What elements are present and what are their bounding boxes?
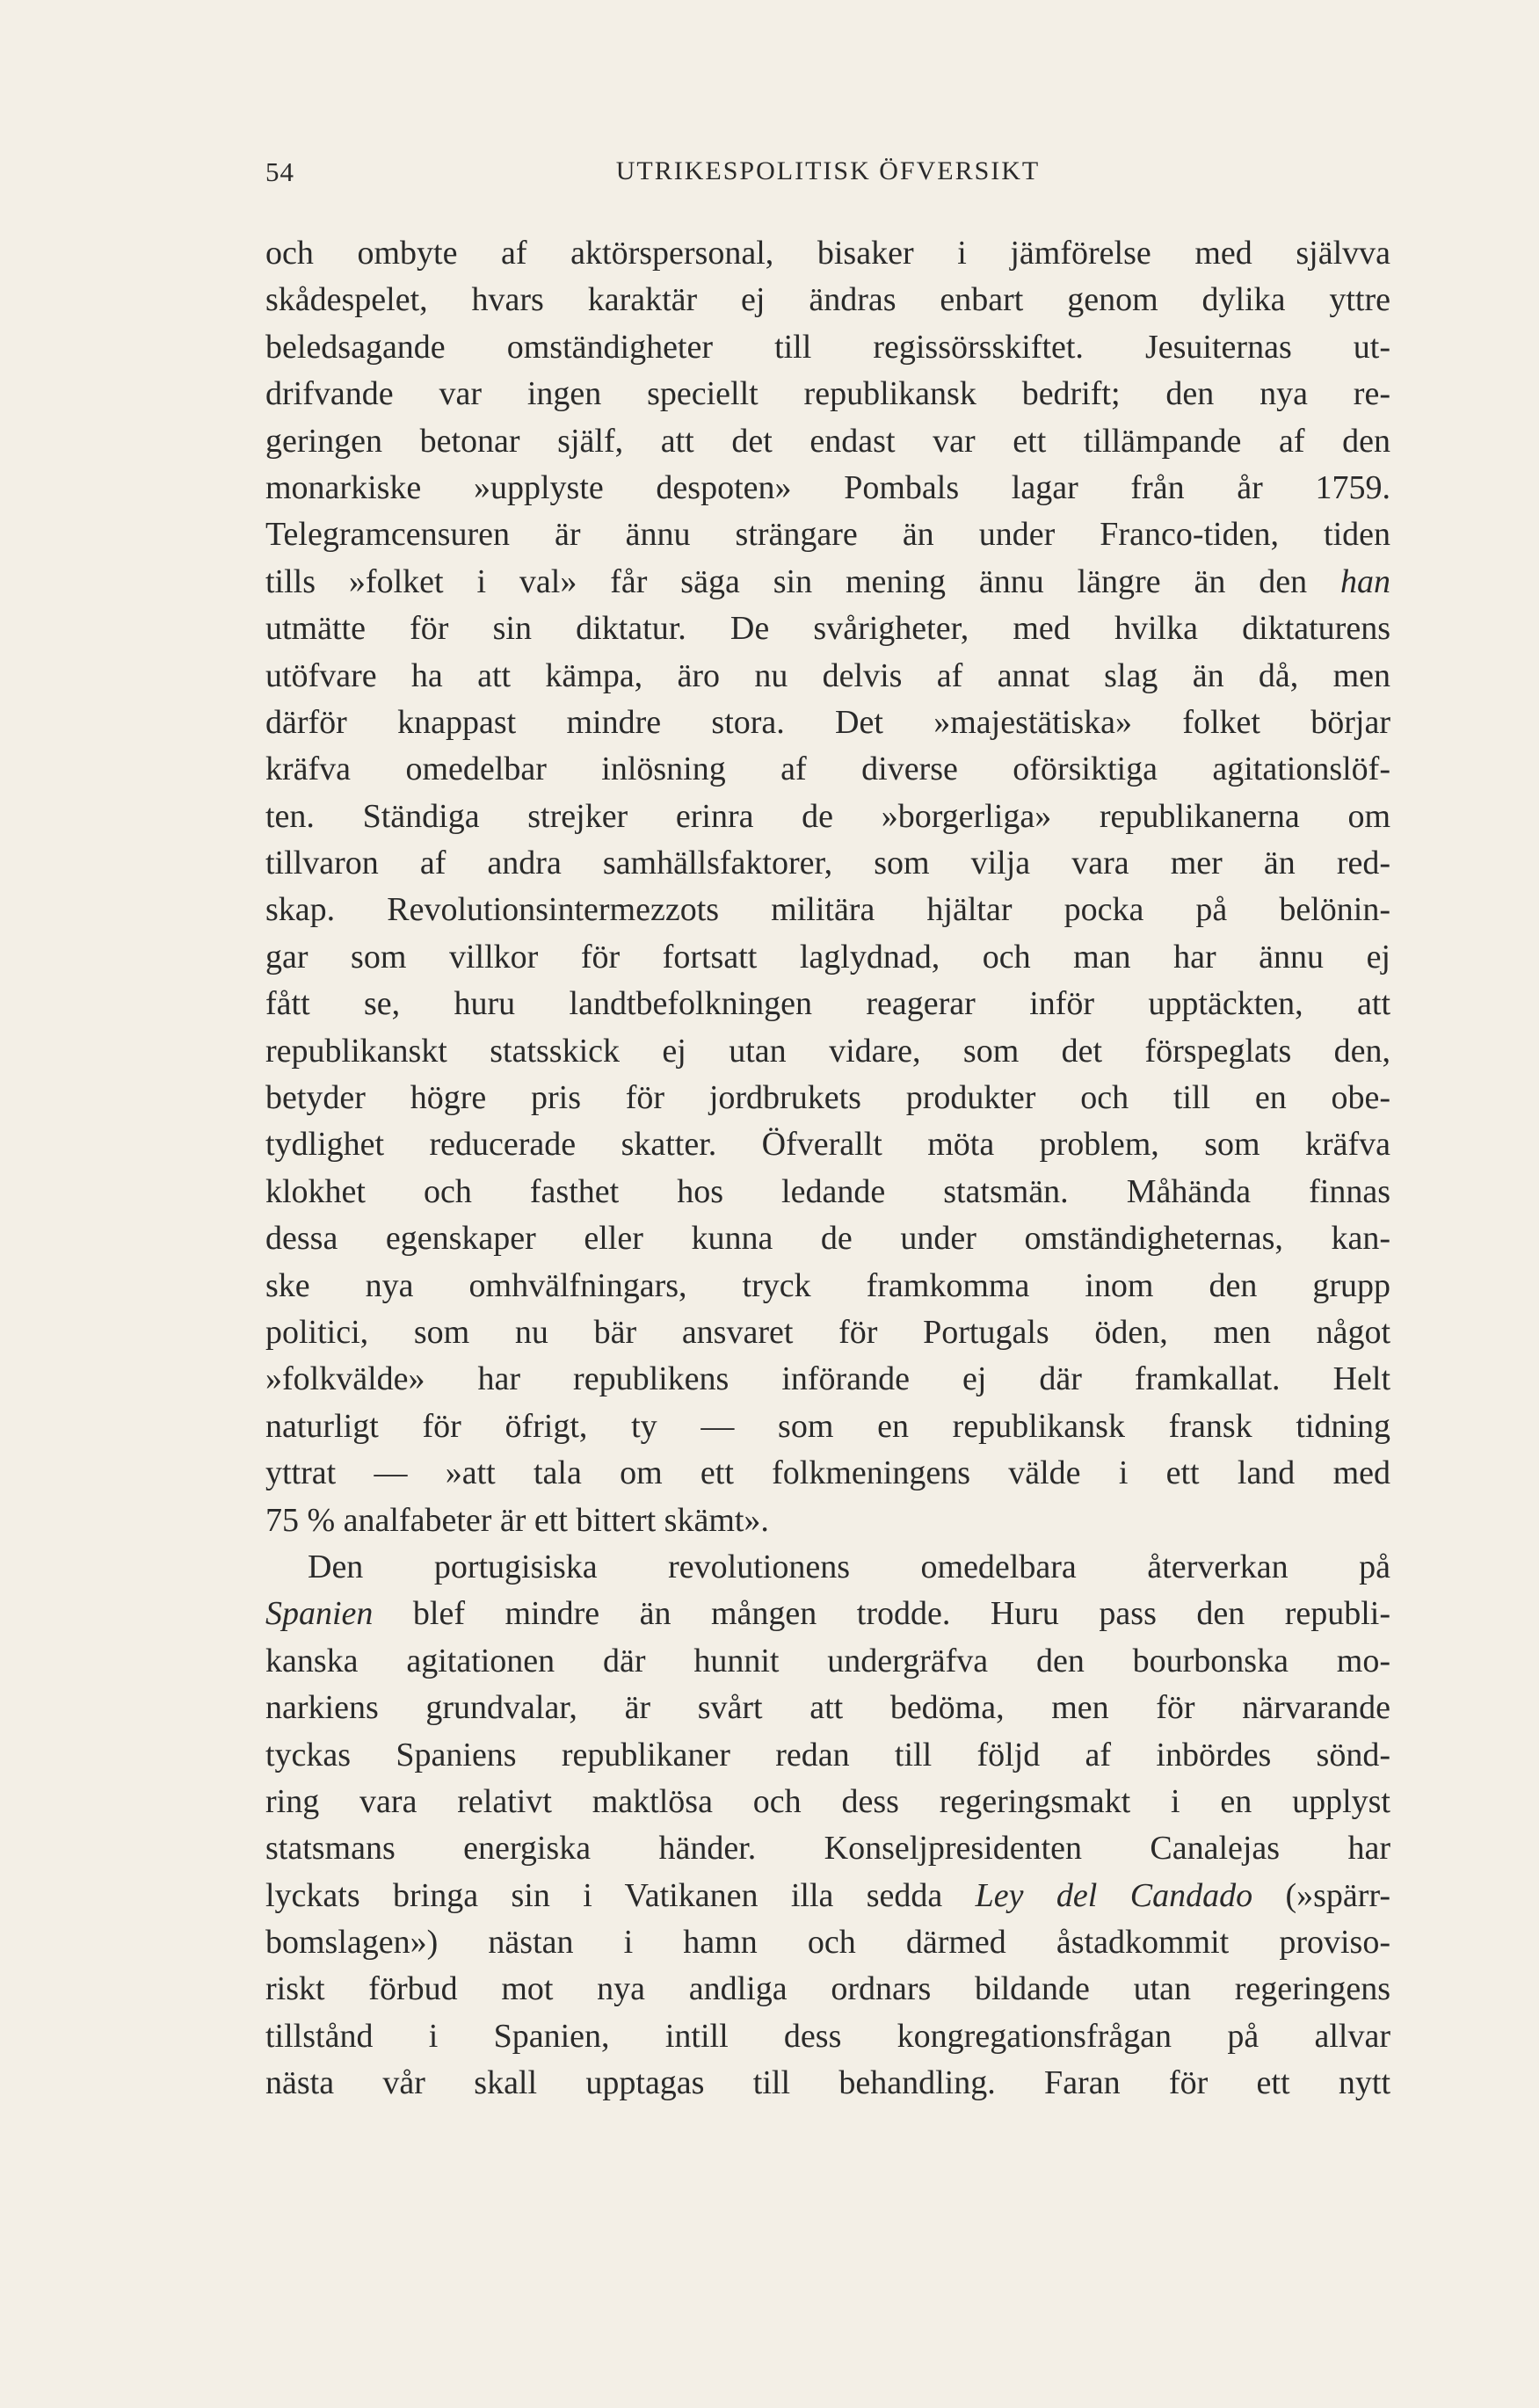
- page-header: [265, 156, 1390, 200]
- text-fragment: (»spärr-: [1252, 1876, 1390, 1914]
- text-line: utmätte för sin diktatur. De svårigheter, med hvilka diktaturens: [265, 610, 1390, 648]
- text-line: betyder högre pris för jordbrukets produkter och till en obe-: [265, 1079, 1390, 1117]
- text-line: ske nya omhvälfningars, tryck framkomma inom den grupp: [265, 1266, 1390, 1304]
- text-line: därför knappast mindre stora. Det »majestätiska» folket börjar: [265, 703, 1390, 741]
- text-line: tillvaron af andra samhällsfaktorer, som vilja vara mer än red-: [265, 845, 1390, 882]
- text-line: statsmans energiska händer. Konseljpresidenten Canalejas har: [265, 1830, 1390, 1868]
- text-line: tyckas Spaniens republikaner redan till följd af inbördes sönd-: [265, 1736, 1390, 1773]
- text-line: utöfvare ha att kämpa, äro nu delvis af annat slag än då, men: [265, 656, 1390, 694]
- text-fragment: blef mindre än mången trodde. Huru pass den republi-: [373, 1595, 1390, 1633]
- text-line: bomslagen») nästan i hamn och därmed åstadkommit proviso-: [265, 1924, 1390, 1962]
- text-line: tillstånd i Spanien, intill dess kongregationsfrågan på allvar: [265, 2017, 1390, 2055]
- text-line: skap. Revolutionsintermezzots militära hjältar pocka på belönin-: [265, 891, 1390, 929]
- text-line: Telegramcensuren är ännu strängare än under Franco-tiden, tiden: [265, 516, 1390, 554]
- text-line: narkiens grundvalar, är svårt att bedöma, men för närvarande: [265, 1689, 1390, 1727]
- text-line: republikanskt statsskick ej utan vidare, som det förspeglats den,: [265, 1032, 1390, 1070]
- italic-word-spanien: Spanien: [265, 1595, 374, 1633]
- italic-ley-del-candado: Ley del Candado: [975, 1876, 1253, 1914]
- text-fragment: lyckats bringa sin i Vatikanen illa sedda: [265, 1876, 976, 1914]
- text-fragment: tills »folket i val» får säga sin mening ännu längre än den: [265, 562, 1340, 600]
- running-title: UTRIKESPOLITISK ÖFVERSIKT: [615, 156, 1041, 185]
- text-line: [265, 1873, 1390, 1919]
- text-line: dessa egenskaper eller kunna de under omständigheternas, kan-: [265, 1220, 1390, 1258]
- text-line: och ombyte af aktörspersonal, bisaker i jämförelse med självva: [265, 235, 1390, 272]
- text-line: beledsagande omständigheter till regissörsskiftet. Jesuiternas ut-: [265, 328, 1390, 366]
- text-line: [265, 559, 1390, 606]
- text-line: »folkvälde» har republikens införande ej där framkallat. Helt: [265, 1360, 1390, 1398]
- text-line: yttrat — »att tala om ett folkmeningens välde i ett land med: [265, 1454, 1390, 1492]
- text-line: tydlighet reducerade skatter. Öfverallt möta problem, som kräfva: [265, 1126, 1390, 1164]
- text-line: drifvande var ingen speciellt republikansk bedrift; den nya re-: [265, 375, 1390, 413]
- page-number: 54: [265, 156, 294, 187]
- text-line: naturligt för öfrigt, ty — som en republikansk fransk tidning: [265, 1407, 1390, 1445]
- text-line: politici, som nu bär ansvaret för Portugals öden, men något: [265, 1313, 1390, 1351]
- body-text: [265, 230, 1390, 2107]
- text-line: klokhet och fasthet hos ledande statsmän. Måhända finnas: [265, 1172, 1390, 1210]
- text-line: riskt förbud mot nya andliga ordnars bildande utan regeringens: [265, 1970, 1390, 2008]
- text-line: Den portugisiska revolutionens omedelbara återverkan på: [308, 1548, 1390, 1585]
- text-line: 75 % analfabeter är ett bittert skämt».: [265, 1501, 769, 1539]
- text-line: fått se, huru landtbefolkningen reagerar inför upptäckten, att: [265, 985, 1390, 1023]
- text-line: nästa vår skall upptagas till behandling. Faran för ett nytt: [265, 2064, 1390, 2102]
- italic-word-han: han: [1340, 562, 1390, 600]
- text-line: skådespelet, hvars karaktär ej ändras enbart genom dylika yttre: [265, 281, 1390, 319]
- text-line: gar som villkor för fortsatt laglydnad, och man har ännu ej: [265, 938, 1390, 976]
- text-line: kanska agitationen där hunnit undergräfva den bourbonska mo-: [265, 1642, 1390, 1679]
- text-line: kräfva omedelbar inlösning af diverse oförsiktiga agitationslöf-: [265, 751, 1390, 788]
- text-line: ten. Ständiga strejker erinra de »borgerliga» republikanerna om: [265, 797, 1390, 835]
- text-line: geringen betonar själf, att det endast var ett tillämpande af den: [265, 422, 1390, 460]
- text-line: [265, 1591, 1390, 1637]
- text-line: monarkiske »upplyste despoten» Pombals lagar från år 1759.: [265, 468, 1390, 506]
- text-line: ring vara relativt maktlösa och dess regeringsmakt i en upplyst: [265, 1782, 1390, 1820]
